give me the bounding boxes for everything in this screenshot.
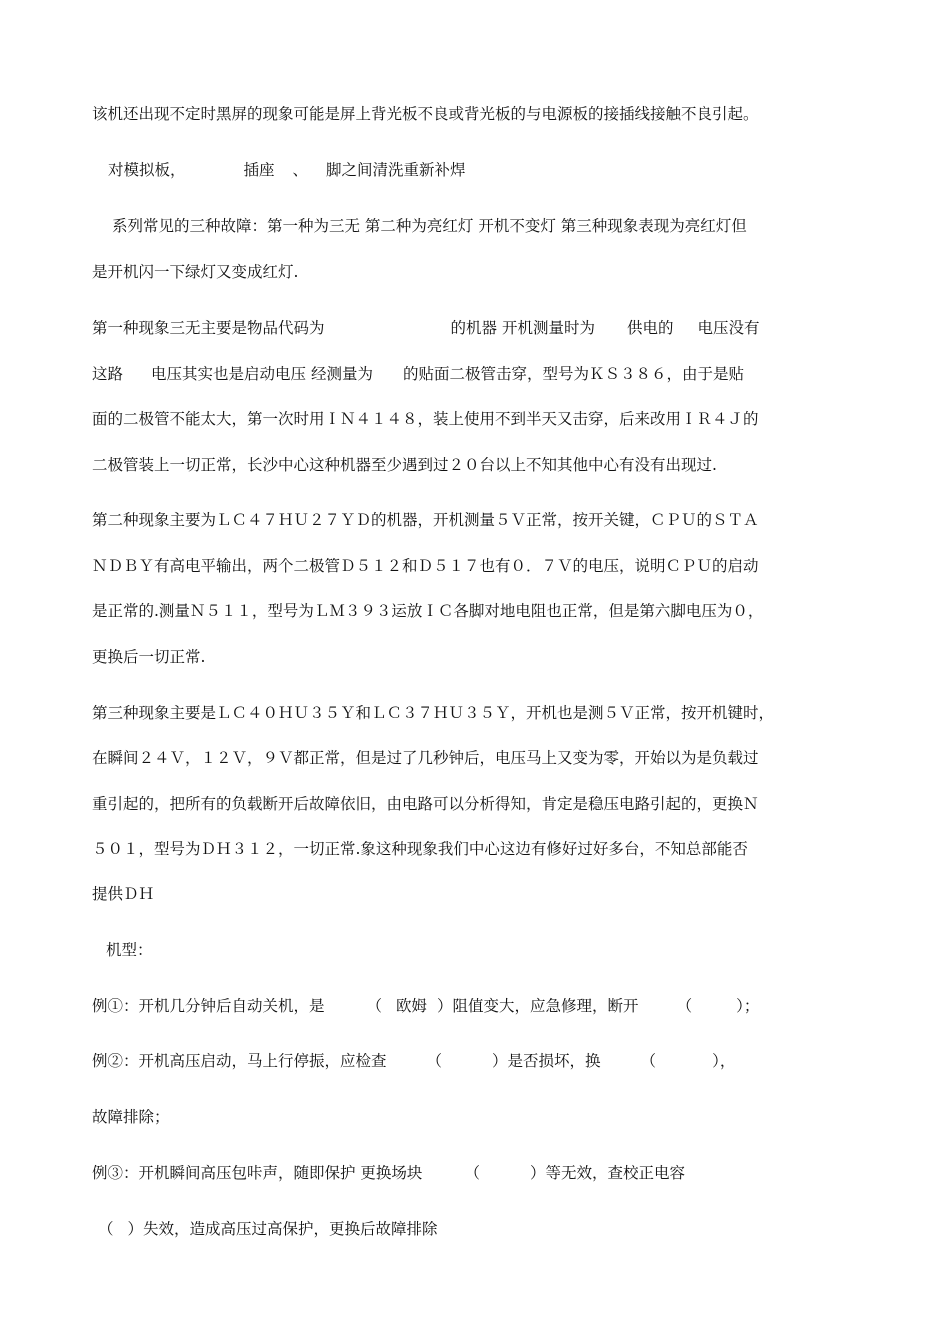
paragraph-line: 对模拟板， 插座 、 脚之间清洗重新补焊 <box>108 161 466 179</box>
paragraph-line: 是正常的.测量Ｎ５１１，型号为ＬＭ３９３运放ＩＣ各脚对地电阻也正常，但是第六脚电压为０， <box>92 602 764 620</box>
paragraph-line: 更换后一切正常. <box>92 648 206 666</box>
paragraph-line: （ ）失效，造成高压过高保护，更换后故障排除 <box>98 1220 438 1238</box>
paragraph-line: 第二种现象主要为ＬＣ４７ＨＵ２７ＹＤ的机器，开机测量５Ｖ正常，按开关键，ＣＰＵ的ＳＴＡ <box>92 511 759 529</box>
paragraph-line: 第三种现象主要是ＬＣ４０ＨＵ３５Ｙ和ＬＣ３７ＨＵ３５Ｙ，开机也是测５Ｖ正常，按开机键时， <box>92 704 775 722</box>
paragraph-line: 提供ＤＨ <box>92 885 155 903</box>
paragraph-line: 面的二极管不能太大，第一次时用ＩＮ４１４８，装上使用不到半天又击穿，后来改用ＩＲ４Ｊ的 <box>92 410 759 428</box>
paragraph-line: 这路 电压其实也是启动电压 经测量为 的贴面二极管击穿，型号为ＫＳ３８６，由于是贴 <box>92 365 744 383</box>
paragraph-line: 机型： <box>106 941 153 959</box>
paragraph-line: 第一种现象三无主要是物品代码为 的机器 开机测量时为 供电的 电压没有 <box>92 319 760 337</box>
paragraph-line: ５０１，型号为ＤＨ３１２，一切正常.象这种现象我们中心这边有修好过好多台，不知总部能否 <box>92 840 748 858</box>
paragraph-line: 故障排除； <box>92 1108 170 1126</box>
paragraph-line: 系列常见的三种故障：第一种为三无 第二种为亮红灯 开机不变灯 第三种现象表现为亮红灯但 <box>112 217 747 235</box>
paragraph-line: 在瞬间２４Ｖ，１２Ｖ，９Ｖ都正常，但是过了几秒钟后，电压马上又变为零，开始以为是负载过 <box>92 749 759 767</box>
paragraph-line: 例③：开机瞬间高压包咔声，随即保护 更换场块 （ ）等无效，查校正电容 <box>92 1164 685 1182</box>
paragraph-line: 例①：开机几分钟后自动关机，是 （ 欧姆 ）阻值变大，应急修理，断开 （ ）； <box>92 997 760 1015</box>
paragraph-line: 该机还出现不定时黑屏的现象可能是屏上背光板不良或背光板的与电源板的接插线接触不良引起。 <box>92 105 759 123</box>
paragraph-line: ＮＤＢＹ有高电平输出，两个二极管Ｄ５１２和Ｄ５１７也有０．７Ｖ的电压，说明ＣＰＵ的启动 <box>92 557 759 575</box>
paragraph-line: 例②：开机高压启动，马上行停振，应检查 （ ）是否损坏，换 （ ）， <box>92 1052 736 1070</box>
paragraph-line: 二极管装上一切正常，长沙中心这种机器至少遇到过２０台以上不知其他中心有没有出现过. <box>92 456 717 474</box>
paragraph-line: 是开机闪一下绿灯又变成红灯. <box>92 263 299 281</box>
paragraph-line: 重引起的，把所有的负载断开后故障依旧，由电路可以分析得知，肯定是稳压电路引起的，更换Ｎ <box>92 795 759 813</box>
